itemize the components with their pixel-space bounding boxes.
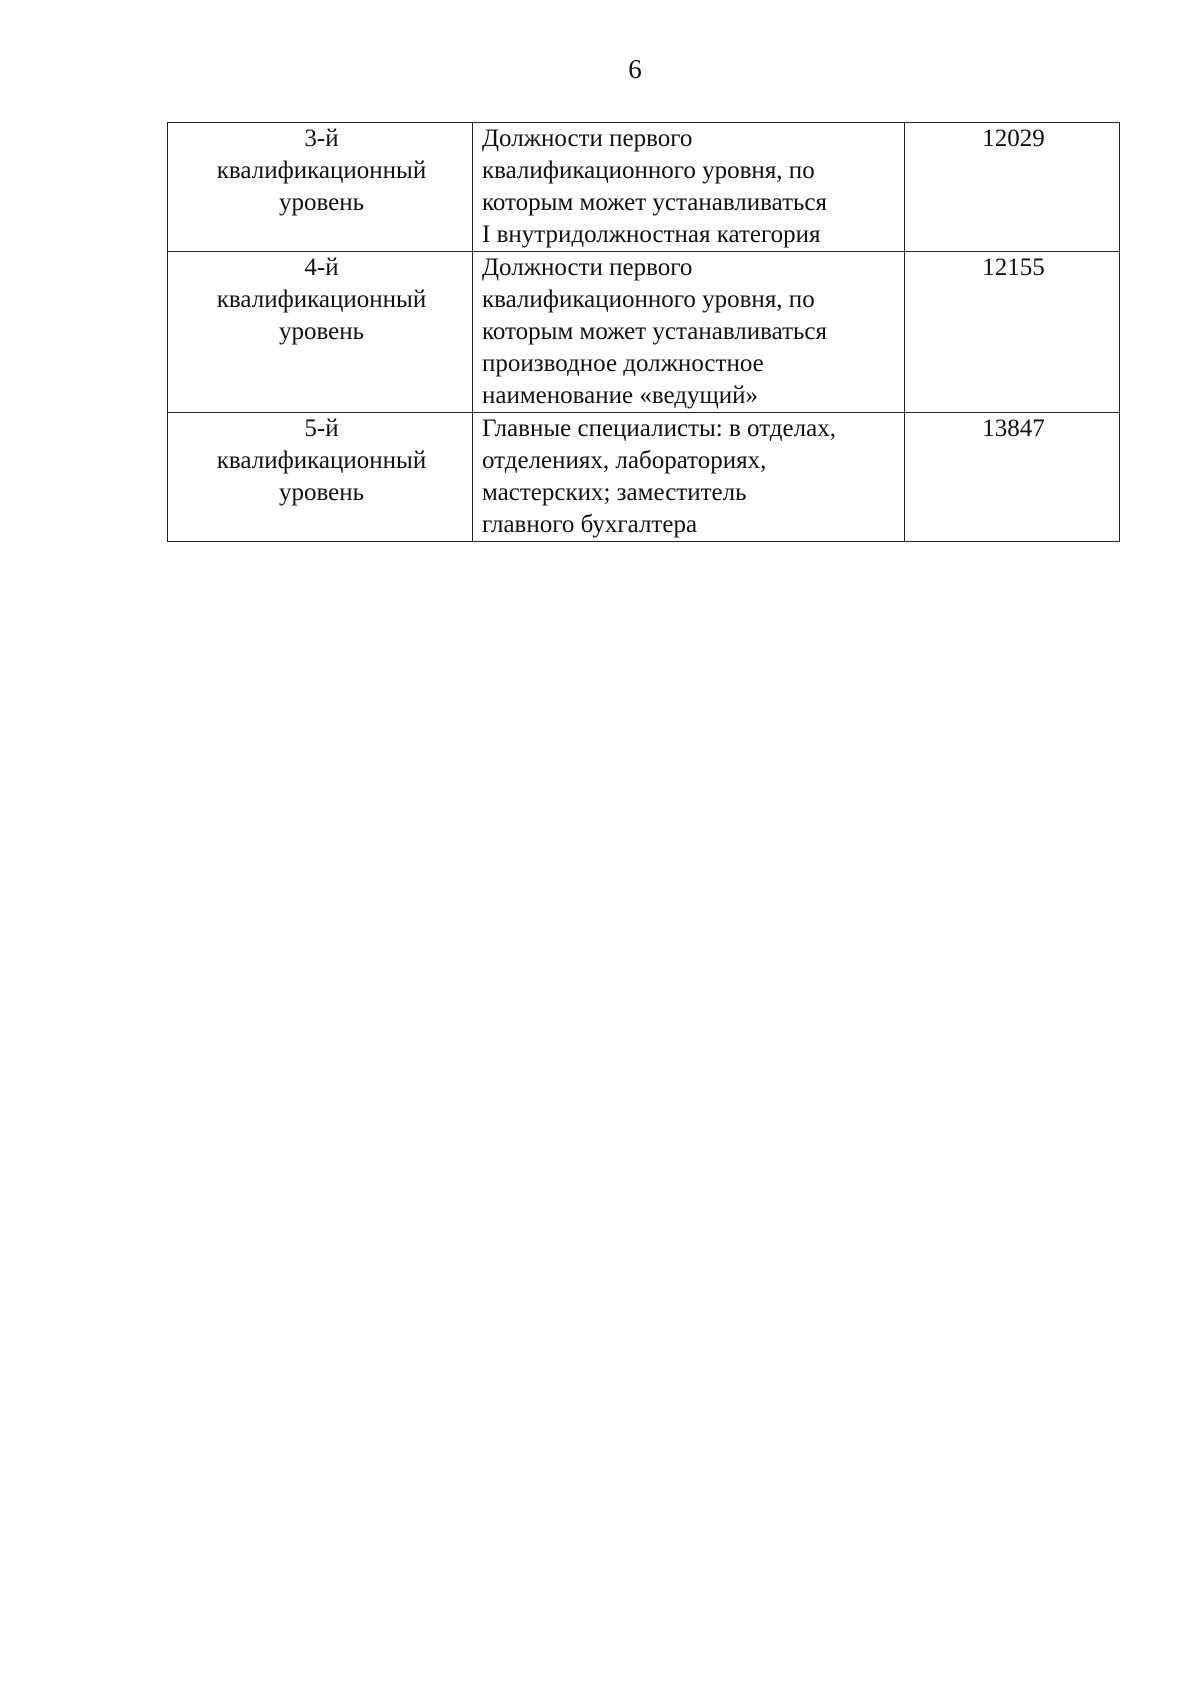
level-line: квалификационный [216, 447, 427, 474]
position-description-cell [473, 413, 905, 542]
level-line: 4-й [304, 254, 339, 281]
description-line: производное должностное [482, 350, 764, 377]
position-description-cell [473, 123, 905, 252]
description-line: квалификационного уровня, по [482, 286, 815, 313]
description-line: Главные специалисты: в отделах, [482, 415, 836, 442]
level-line: 5-й [304, 415, 339, 442]
level-line: уровень [278, 189, 365, 216]
qualification-level-cell [168, 123, 473, 252]
description-line: Должности первого [482, 125, 693, 152]
salary-cell [905, 123, 1120, 252]
description-line: которым может устанавливаться [482, 318, 827, 345]
salary-value: 12155 [982, 254, 1045, 281]
level-line: уровень [278, 318, 365, 345]
qualification-level-cell [168, 413, 473, 542]
salary-cell [905, 413, 1120, 542]
table-row [168, 252, 1120, 413]
description-line: отделениях, лабораториях, [482, 447, 767, 474]
qualification-salary-table [167, 122, 1120, 542]
qualification-level-cell [168, 252, 473, 413]
description-line: главного бухгалтера [482, 511, 698, 538]
level-line: квалификационный [216, 286, 427, 313]
level-line: 3-й [304, 125, 339, 152]
description-line: мастерских; заместитель [482, 479, 747, 506]
description-line: которым может устанавливаться [482, 189, 827, 216]
level-line: квалификационный [216, 157, 427, 184]
salary-cell [905, 252, 1120, 413]
position-description-cell [473, 252, 905, 413]
description-line: квалификационного уровня, по [482, 157, 815, 184]
table-row [168, 413, 1120, 542]
salary-value: 12029 [982, 125, 1045, 152]
description-line: I внутридолжностная категория [482, 221, 821, 248]
description-line: наименование «ведущий» [482, 382, 758, 409]
description-line: Должности первого [482, 254, 693, 281]
level-line: уровень [278, 479, 365, 506]
table-row [168, 123, 1120, 252]
salary-value: 13847 [982, 415, 1045, 442]
page-number: 6 [628, 54, 642, 84]
